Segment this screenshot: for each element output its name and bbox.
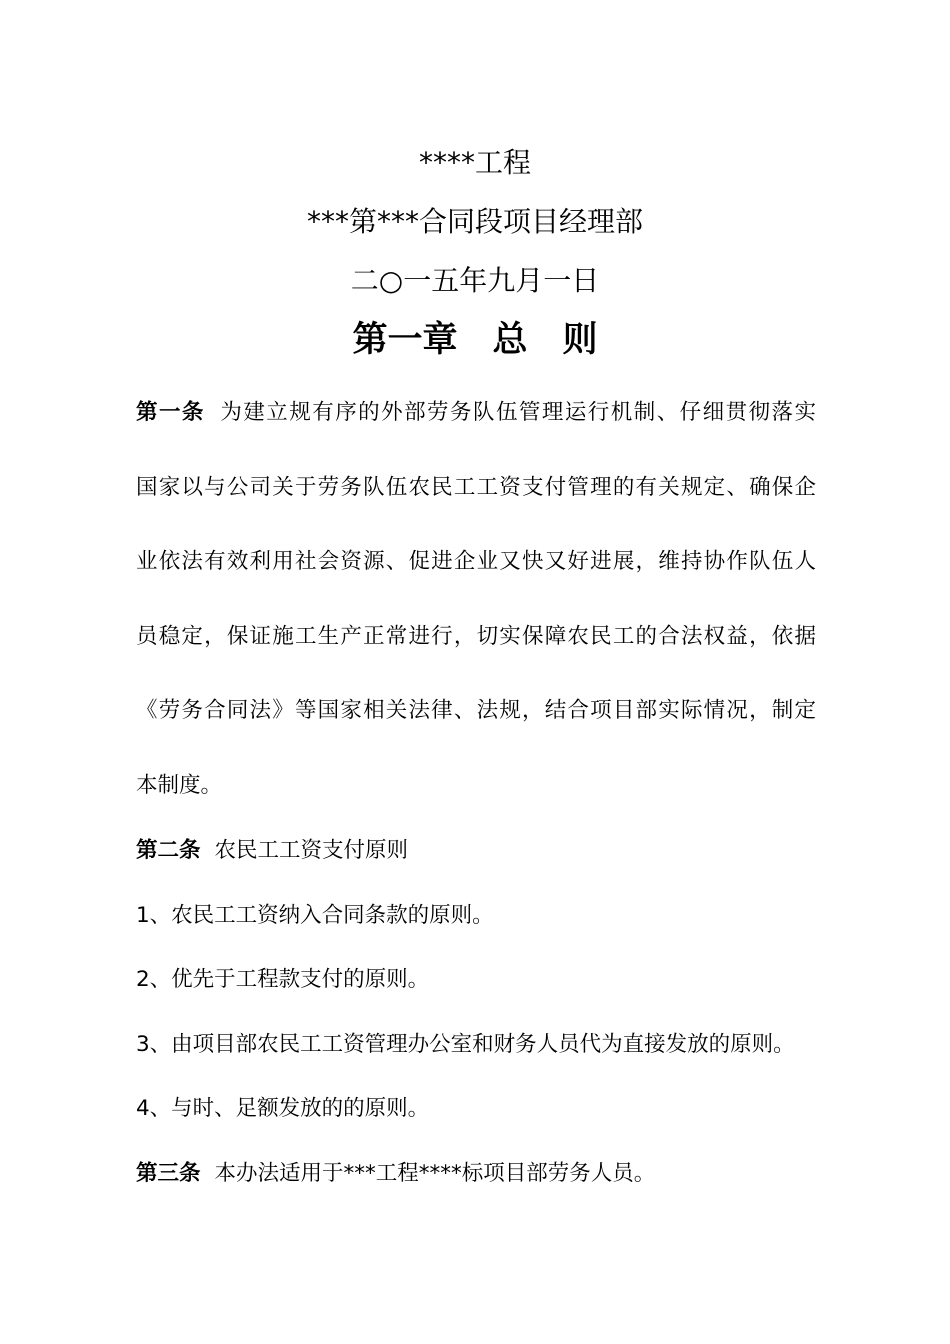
article3-line [136, 1159, 816, 1189]
article3-text: 本办法适用于***工程****标项目部劳务人员。 [214, 1161, 656, 1186]
article1-text-1: 为建立规有序的外部劳务队伍管理运行机制、仔细贯彻落实 [218, 400, 816, 425]
article1-line-5: 《劳务合同法》等国家相关法律、法规，结合项目部实际情况，制定 [136, 698, 816, 723]
project-title: ****工程 [418, 146, 531, 179]
article3-label: 第三条 [136, 1161, 201, 1186]
article2-item-1: 1、农民工工资纳入合同条款的原则。 [136, 903, 494, 928]
article1-line-2: 国家以与公司关于劳务队伍农民工工资支付管理的有关规定、确保企 [136, 475, 816, 500]
chapter-title: 第一章 总 则 [352, 320, 598, 360]
article1-label: 第一条 [136, 400, 205, 425]
article2-item-2: 2、优先于工程款支付的原则。 [136, 967, 430, 992]
article1-line-6: 本制度。 [136, 773, 223, 798]
article2-item-4: 4、与时、足额发放的的原则。 [136, 1096, 430, 1121]
article1-line-3: 业依法有效利用社会资源、促进企业又快又好进展，维持协作队伍人 [136, 549, 816, 574]
article1-line-4: 员稳定，保证施工生产正常进行，切实保障农民工的合法权益，依据 [136, 624, 816, 649]
article2-label: 第二条 [136, 838, 201, 863]
article2-text: 农民工工资支付原则 [214, 838, 409, 863]
article1-line-1 [136, 398, 816, 428]
article2-item-3: 3、由项目部农民工工资管理办公室和财务人员代为直接发放的原则。 [136, 1032, 795, 1057]
department-title: ***第***合同段项目经理部 [306, 205, 643, 238]
document-date: 二○一五年九月一日 [350, 264, 600, 297]
article2-heading [136, 836, 816, 866]
